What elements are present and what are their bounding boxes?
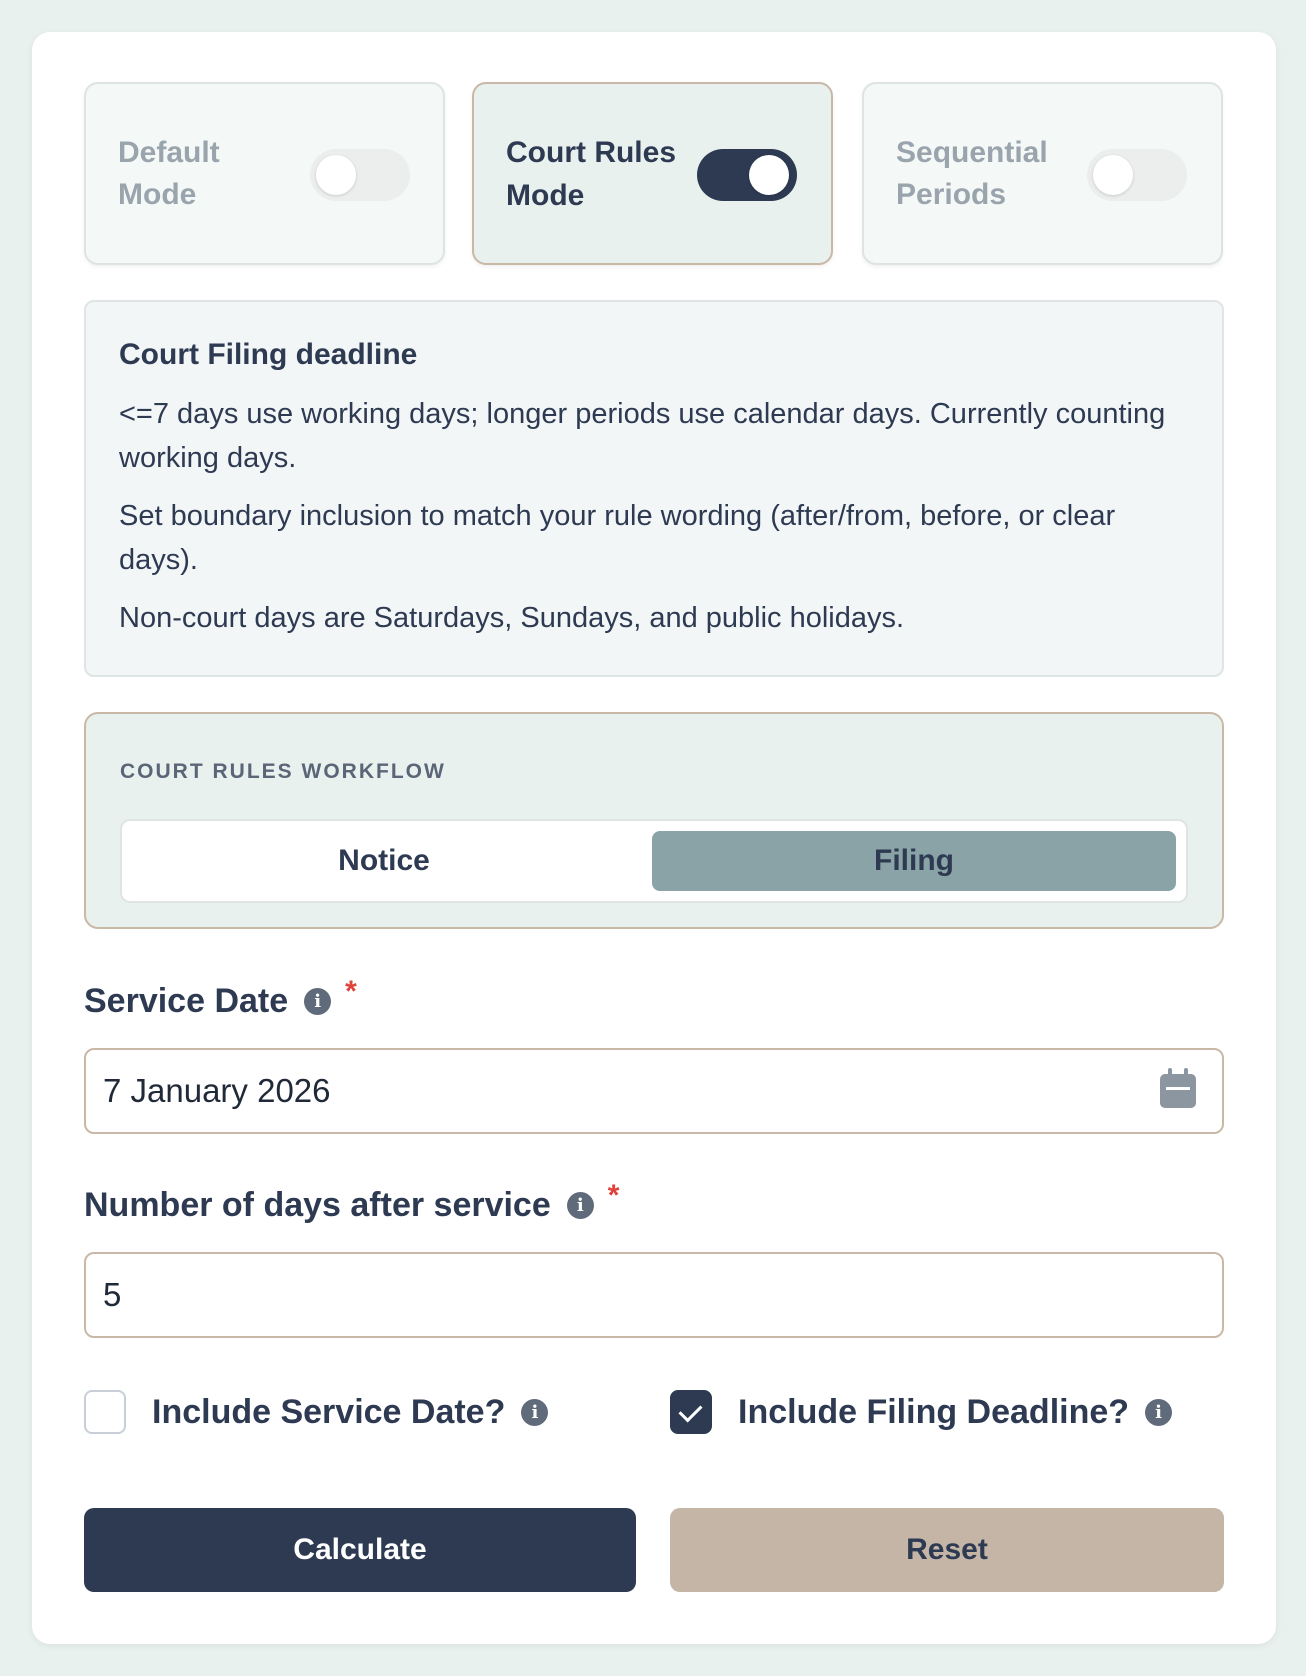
info-icon[interactable]: i (1145, 1399, 1172, 1426)
court-rules-workflow (84, 712, 1224, 929)
info-title: Court Filing deadline (119, 338, 418, 371)
required-asterisk: * (345, 974, 357, 1008)
service-date-label (84, 974, 357, 1021)
calendar-icon[interactable] (1160, 1074, 1196, 1108)
info-icon[interactable]: i (521, 1399, 548, 1426)
court-filing-info-box (84, 300, 1224, 677)
info-line-non-court-days: Non-court days are Saturdays, Sundays, and public holidays. (119, 602, 905, 634)
mode-label-default: Default Mode (118, 135, 220, 211)
info-icon[interactable]: i (567, 1192, 594, 1219)
service-date-label-text: Service Date (84, 982, 289, 1020)
info-icon[interactable]: i (304, 988, 331, 1015)
include-service-date-checkbox[interactable] (84, 1390, 126, 1434)
include-service-date-row (84, 1390, 548, 1434)
calculate-button[interactable]: Calculate (84, 1508, 636, 1592)
service-date-input[interactable] (84, 1048, 1224, 1134)
toggle-knob (749, 155, 789, 195)
days-after-service-label-text: Number of days after service (84, 1186, 551, 1224)
required-asterisk: * (607, 1178, 620, 1212)
workflow-label: COURT RULES WORKFLOW (120, 760, 446, 783)
mode-card-default[interactable] (84, 82, 445, 265)
mode-card-sequential[interactable] (862, 82, 1223, 265)
days-after-service-value: 5 (103, 1276, 122, 1313)
reset-button[interactable]: Reset (670, 1508, 1224, 1592)
mode-label-court-rules: Court Rules Mode (506, 135, 677, 212)
include-filing-deadline-checkbox[interactable] (670, 1390, 712, 1434)
days-after-service-input[interactable] (84, 1252, 1224, 1338)
days-after-service-label (84, 1178, 620, 1225)
service-date-value: 7 January 2026 (103, 1072, 331, 1109)
workflow-filing-button[interactable]: Filing (652, 831, 1176, 891)
toggle-knob (1093, 155, 1133, 195)
court-rules-mode-toggle[interactable] (697, 149, 797, 201)
mode-label-sequential: Sequential Periods (896, 135, 1048, 211)
mode-card-court-rules[interactable] (472, 82, 833, 265)
info-line-boundary: Set boundary inclusion to match your rule wording (after/from, before, or clear days). (119, 500, 1116, 576)
include-filing-deadline-label: Include Filing Deadline? (738, 1392, 1130, 1431)
workflow-segmented-control (120, 819, 1188, 903)
default-mode-toggle[interactable] (310, 149, 410, 201)
workflow-notice-button[interactable]: Notice (338, 844, 430, 877)
include-filing-deadline-row (670, 1390, 1172, 1434)
include-service-date-label: Include Service Date? (152, 1392, 506, 1431)
toggle-knob (316, 155, 356, 195)
info-line-working-days: <=7 days use working days; longer periods use calendar days. Currently counting working days. (119, 398, 1166, 474)
sequential-periods-toggle[interactable] (1087, 149, 1187, 201)
